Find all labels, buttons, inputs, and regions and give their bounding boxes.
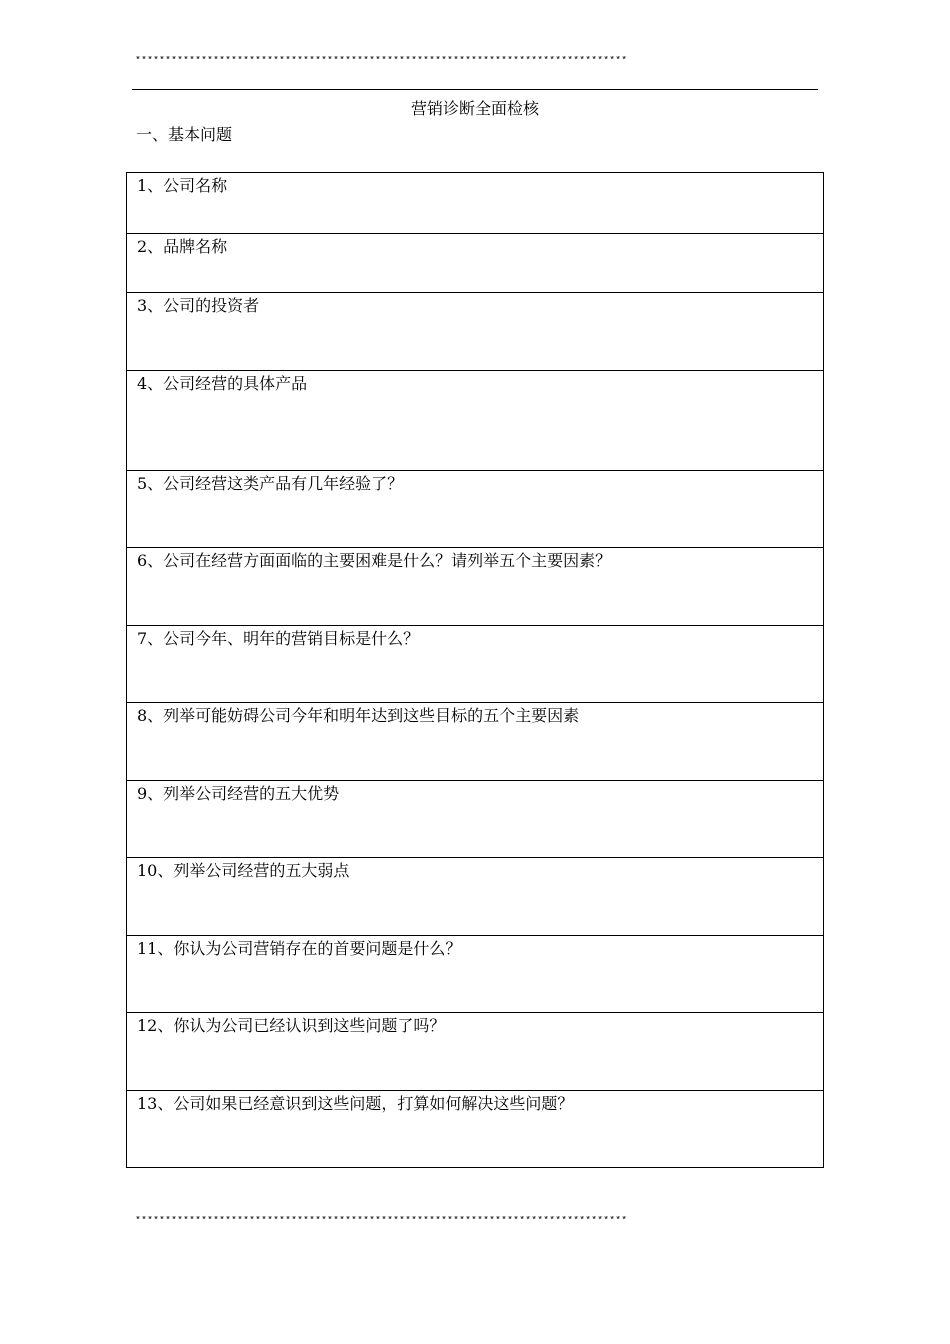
question-cell: 12、你认为公司已经认识到这些问题了吗？ (127, 1013, 824, 1091)
table-row (127, 471, 824, 548)
question-cell: 13、公司如果已经意识到这些问题，打算如何解决这些问题？ (127, 1091, 824, 1168)
table-row (127, 173, 824, 234)
question-cell: 5、公司经营这类产品有几年经验了？ (127, 471, 824, 548)
table-row (127, 371, 824, 471)
question-table (126, 172, 824, 1168)
question-cell: 7、公司今年、明年的营销目标是什么？ (127, 626, 824, 703)
question-cell: 9、列举公司经营的五大优势 (127, 781, 824, 858)
question-cell: 6、公司在经营方面面临的主要困难是什么？请列举五个主要因素？ (127, 548, 824, 626)
table-row (127, 703, 824, 781)
table-row (127, 626, 824, 703)
question-cell: 11、你认为公司营销存在的首要问题是什么？ (127, 936, 824, 1013)
question-cell: 8、列举可能妨碍公司今年和明年达到这些目标的五个主要因素 (127, 703, 824, 781)
document-title: 营销诊断全面检核 (410, 99, 539, 118)
header-star-divider: ********************************************************************************** (135, 56, 628, 67)
header-rule (132, 89, 818, 90)
question-cell: 4、公司经营的具体产品 (127, 371, 824, 471)
table-row (127, 936, 824, 1013)
table-row (127, 548, 824, 626)
table-row (127, 234, 824, 293)
table-row (127, 1091, 824, 1168)
table-row (127, 1013, 824, 1091)
question-cell: 3、公司的投资者 (127, 293, 824, 371)
table-row (127, 293, 824, 371)
section-heading: 一、基本问题 (136, 125, 233, 144)
table-row (127, 781, 824, 858)
question-cell: 10、列举公司经营的五大弱点 (127, 858, 824, 936)
footer-star-divider: ********************************************************************************** (135, 1216, 628, 1227)
question-cell: 2、品牌名称 (127, 234, 824, 293)
question-cell: 1、公司名称 (127, 173, 824, 234)
table-row (127, 858, 824, 936)
